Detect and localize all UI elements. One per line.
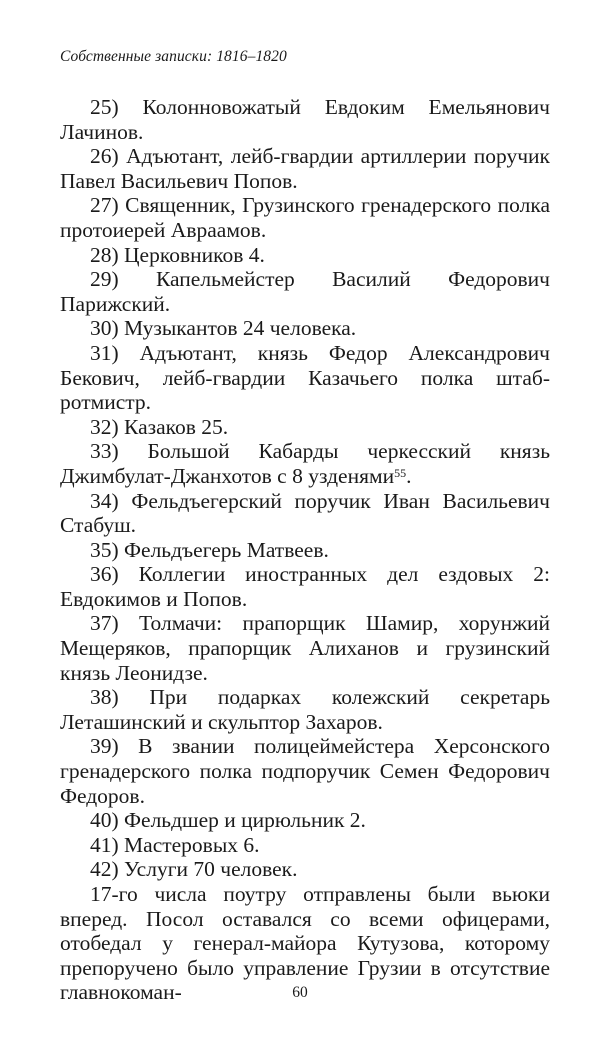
- list-item-39: 39) В звании полицеймейстера Херсонского гренадерского полка подпоручик Семен Федорович Федоров.: [60, 734, 550, 808]
- text-block: [60, 95, 550, 1005]
- list-item-25: 25) Колонновожатый Евдоким Емельянович Лачинов.: [60, 95, 550, 144]
- list-item-40: 40) Фельдшер и цирюльник 2.: [90, 808, 366, 833]
- list-item-31: 31) Адъютант, князь Федор Александрович Бекович, лейб-гвардии Казачьего полка штаб-ротмистр.: [60, 340, 550, 415]
- list-item-33-text: 33) Большой Кабарды черкесский князь Джимбулат-Джанхотов с 8 узденями: [60, 439, 550, 488]
- list-item-38: 38) При подарках колежский секретарь Леташинский и скульптор Захаров.: [60, 685, 550, 734]
- list-item-41: 41) Мастеровых 6.: [90, 832, 260, 857]
- narrative-paragraph: 17-го числа поутру отправлены были вьюки вперед. Посол оставался со всеми офицерами, отобедал у генерал-майора Кутузова, которому препоручено было управление Грузии в отсутствие главнокоман-: [60, 882, 550, 1005]
- footnote-reference: 55: [394, 465, 407, 480]
- page-number: 60: [292, 984, 308, 1001]
- list-item-29: 29) Капельмейстер Василий Федорович Парижский.: [60, 267, 550, 316]
- list-item-34: 34) Фельдъегерский поручик Иван Васильевич Стабуш.: [60, 488, 550, 538]
- list-item-35: 35) Фельдъегерь Матвеев.: [90, 537, 329, 562]
- list-item-28: 28) Церковников 4.: [90, 242, 265, 267]
- list-item-27: 27) Священник, Грузинского гренадерского полка протоиерей Авраамов.: [60, 193, 550, 242]
- list-item-32: 32) Казаков 25.: [90, 414, 229, 439]
- running-title: Собственные записки: 1816–1820: [60, 48, 287, 65]
- list-item-30: 30) Музыкантов 24 человека.: [90, 316, 357, 341]
- list-item-33-tail: .: [406, 463, 412, 488]
- list-item-36: 36) Коллегии иностранных дел ездовых 2: Евдокимов и Попов.: [60, 562, 550, 611]
- list-item-26: 26) Адъютант, лейб-гвардии артиллерии поручик Павел Васильевич Попов.: [60, 144, 550, 193]
- list-item-33: [60, 439, 550, 488]
- list-item-37: 37) Толмачи: прапорщик Шамир, хорунжий Мещеряков, прапорщик Алиханов и грузинский князь Леонидзе.: [60, 611, 550, 685]
- list-item-42: 42) Услуги 70 человек.: [90, 857, 298, 882]
